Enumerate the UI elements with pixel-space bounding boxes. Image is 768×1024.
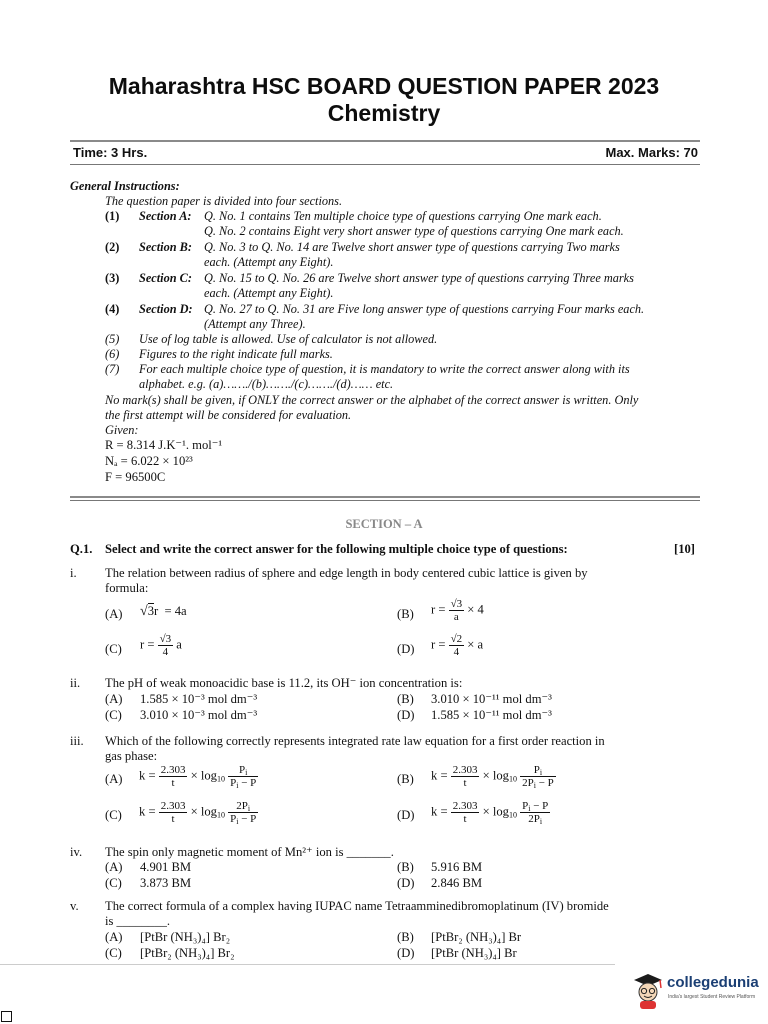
instruction-text: Q. No. 27 to Q. No. 31 are Five long answer type of questions carrying Four marks each.	[204, 302, 645, 316]
option-label: (B)	[397, 930, 414, 944]
instruction-text: Q. No. 15 to Q. No. 26 are Twelve short answer type of questions carrying Three marks	[204, 271, 634, 285]
option-label: (D)	[397, 876, 415, 890]
instruction-text: Q. No. 2 contains Eight very short answer type of questions carrying One mark each.	[204, 224, 624, 238]
question-number: iii.	[70, 734, 84, 748]
option-label: (B)	[397, 607, 414, 621]
checkbox-icon	[1, 1011, 12, 1022]
footer-divider	[0, 964, 615, 965]
question-text: is ________.	[105, 914, 171, 928]
instruction-text: For each multiple choice type of question, it is mandatory to write the correct answer along with its	[139, 362, 630, 376]
item-number: (5)	[105, 332, 120, 346]
option-text: 2.846 BM	[431, 876, 483, 890]
formula-option-b: k = $\frac{2.303}{t}$ × $\log_{10}$ $\frac{P_i}{2P_i - P}$	[431, 764, 554, 790]
item-number: (1)	[105, 209, 120, 223]
item-number: (3)	[105, 271, 120, 285]
mascot-icon	[630, 970, 666, 1010]
instruction-text: Figures to the right indicate full marks.	[139, 347, 333, 361]
divider	[70, 140, 700, 142]
time-label: Time: 3 Hrs.	[73, 145, 148, 160]
option-label: (C)	[105, 808, 122, 822]
option-label: (D)	[397, 642, 415, 656]
divider	[70, 500, 700, 501]
option-label: (C)	[105, 946, 122, 960]
option-label: (B)	[397, 772, 414, 786]
instruction-text: alphabet. e.g. (a)……./(b)……./(c)……./(d)…… etc.	[139, 377, 394, 391]
question-text: gas phase:	[105, 749, 158, 763]
section-label: Section C:	[139, 271, 192, 285]
question-number: iv.	[70, 845, 83, 859]
instruction-text: (Attempt any Three).	[204, 317, 306, 331]
question-text: The relation between radius of sphere and edge length in body centered cubic lattice is given by	[105, 566, 588, 580]
option-label: (C)	[105, 642, 122, 656]
option-text: [PtBr (NH₃)₄] Br₂	[140, 930, 231, 944]
constant-na: Nₐ = 6.022 × 10²³	[105, 454, 193, 468]
option-label: (A)	[105, 860, 123, 874]
option-text: [PtBr₂ (NH₃)₄] Br	[431, 930, 522, 944]
question-text: The spin only magnetic moment of Mn²⁺ ion is _______.	[105, 845, 394, 859]
instruction-text: the first attempt will be considered for evaluation.	[105, 408, 352, 422]
item-number: (2)	[105, 240, 120, 254]
formula-option-d: r = $\frac{√2}{4}$ × a	[431, 633, 484, 658]
question-text: The pH of weak monoacidic base is 11.2, its OH⁻ ion concentration is:	[105, 676, 463, 690]
option-text: [PtBr₂ (NH₃)₄] Br₂	[140, 946, 235, 960]
formula-option-a: √3r = 4a	[140, 604, 187, 619]
instruction-text: No mark(s) shall be given, if ONLY the correct answer or the alphabet of the correct answer is written. Only	[105, 393, 639, 407]
option-text: 5.916 BM	[431, 860, 483, 874]
divider	[70, 164, 700, 165]
formula-option-c: r = $\frac{√3}{4}$ a	[140, 633, 182, 658]
option-label: (B)	[397, 860, 414, 874]
section-label: Section D:	[139, 302, 193, 316]
instruction-text: Q. No. 3 to Q. No. 14 are Twelve short answer type of questions carrying Two marks	[204, 240, 620, 254]
instructions-intro: The question paper is divided into four sections.	[105, 194, 343, 208]
option-label: (A)	[105, 772, 123, 786]
formula-option-c: k = $\frac{2.303}{t}$ × $\log_{10}$ $\frac{2P_i}{P_i - P}$	[139, 800, 257, 826]
section-label: Section A:	[139, 209, 192, 223]
item-number: (4)	[105, 302, 120, 316]
option-text: 3.010 × 10⁻¹¹ mol dm⁻³	[431, 692, 552, 706]
option-label: (D)	[397, 708, 415, 722]
option-label: (D)	[397, 946, 415, 960]
question-number: ii.	[70, 676, 81, 690]
formula-option-d: k = $\frac{2.303}{t}$ × $\log_{10}$ $\frac{P_i - P}{2P_i}$	[431, 800, 549, 826]
option-text: 4.901 BM	[140, 860, 192, 874]
option-text: 1.585 × 10⁻¹¹ mol dm⁻³	[431, 708, 552, 722]
option-label: (A)	[105, 692, 123, 706]
section-heading: SECTION – A	[345, 517, 423, 531]
brand-logo	[630, 970, 762, 1010]
question-text: Select and write the correct answer for the following multiple choice type of questions:	[105, 542, 568, 556]
formula-option-b: r = $\frac{√3}{a}$ × 4	[431, 598, 484, 623]
option-label: (B)	[397, 692, 414, 706]
given-label: Given:	[105, 423, 139, 437]
constant-f: F = 96500C	[105, 470, 166, 484]
option-label: (C)	[105, 708, 122, 722]
instruction-text: Q. No. 1 contains Ten multiple choice type of questions carrying One mark each.	[204, 209, 602, 223]
question-number: i.	[70, 566, 77, 580]
page-title: Maharashtra HSC BOARD QUESTION PAPER 2023	[108, 73, 660, 99]
constant-r: R = 8.314 J.K⁻¹. mol⁻¹	[105, 438, 223, 452]
option-label: (A)	[105, 607, 123, 621]
option-label: (C)	[105, 876, 122, 890]
option-text: [PtBr (NH₃)₄] Br	[431, 946, 517, 960]
instruction-text: each. (Attempt any Eight).	[204, 286, 334, 300]
question-number: Q.1.	[70, 542, 93, 556]
question-text: The correct formula of a complex having IUPAC name Tetraamminedibromoplatinum (IV) bromide	[105, 899, 609, 913]
question-number: v.	[70, 899, 79, 913]
option-text: 1.585 × 10⁻³ mol dm⁻³	[140, 692, 258, 706]
instruction-text: Use of log table is allowed. Use of calculator is not allowed.	[139, 332, 438, 346]
divider	[70, 496, 700, 498]
brand-tagline: India's largest Student Review Platform	[668, 994, 756, 1000]
brand-name: collegedunia	[667, 974, 759, 991]
page-subtitle: Chemistry	[327, 100, 441, 126]
instructions-heading: General Instructions:	[70, 179, 180, 193]
max-marks-label: Max. Marks: 70	[605, 145, 698, 160]
option-text: 3.873 BM	[140, 876, 192, 890]
option-text: 3.010 × 10⁻³ mol dm⁻³	[140, 708, 258, 722]
item-number: (6)	[105, 347, 120, 361]
option-label: (D)	[397, 808, 415, 822]
option-label: (A)	[105, 930, 123, 944]
instruction-text: each. (Attempt any Eight).	[204, 255, 334, 269]
item-number: (7)	[105, 362, 120, 376]
formula-option-a: k = $\frac{2.303}{t}$ × $\log_{10}$ $\frac{P_i}{P_i - P}$	[139, 764, 257, 790]
question-text: formula:	[105, 581, 149, 595]
section-label: Section B:	[139, 240, 192, 254]
question-marks: [10]	[674, 542, 695, 556]
question-text: Which of the following correctly represents integrated rate law equation for a first order reaction in	[105, 734, 605, 748]
